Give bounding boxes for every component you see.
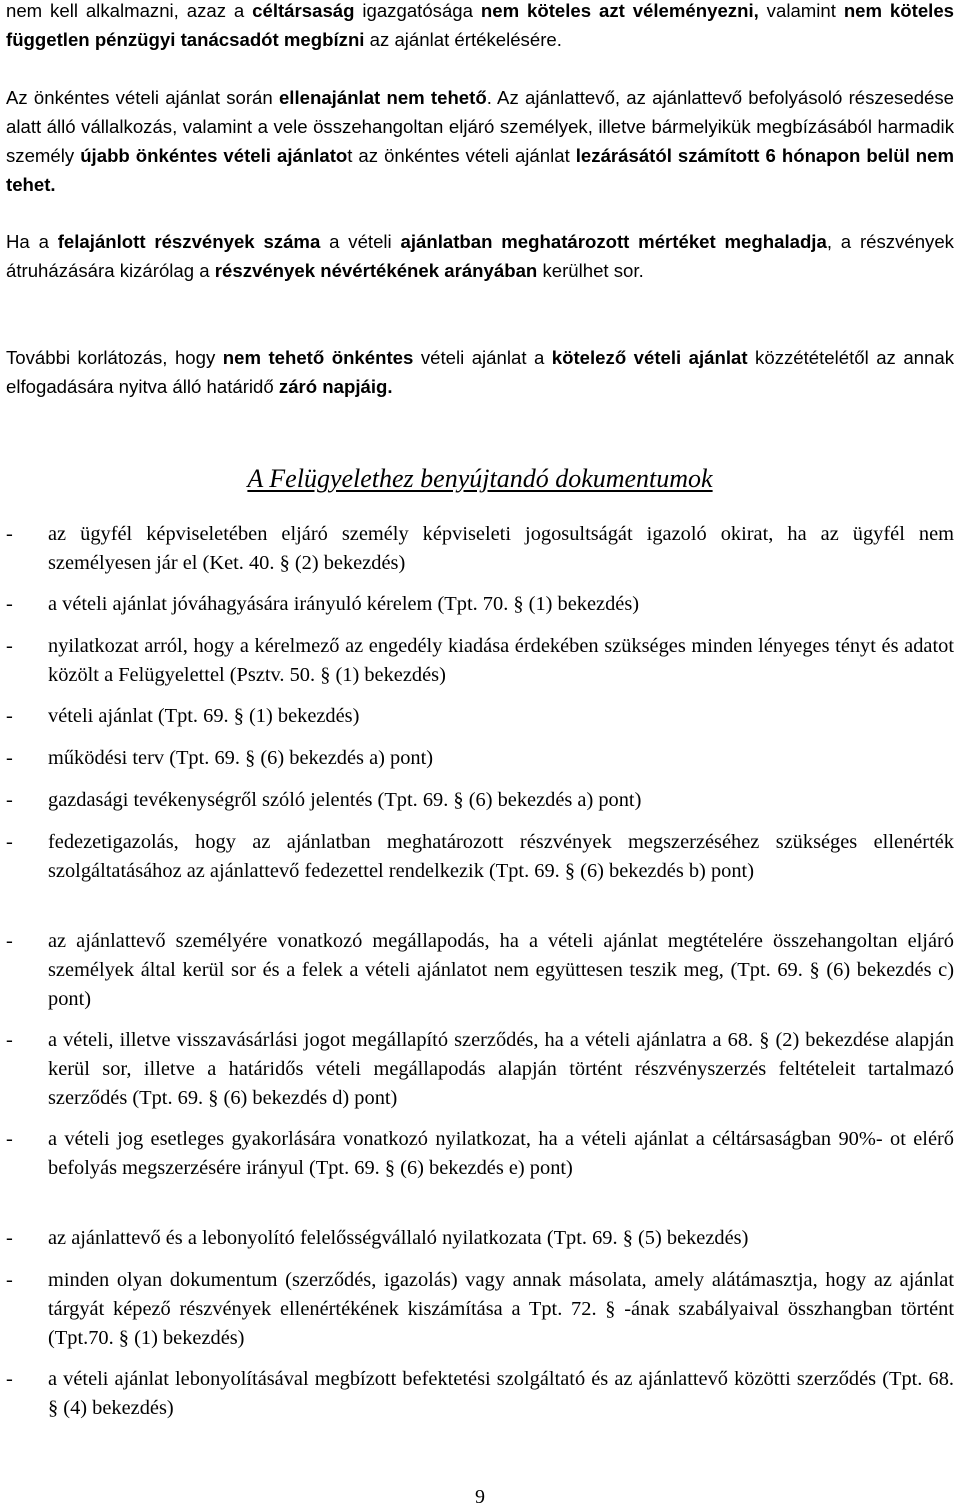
list-item-text: minden olyan dokumentum (szerződés, igazolás) vagy annak másolata, amely alátámasztja, hogy az ajánlat tárgyát képező részvények ellenértékének kiszámítása a Tpt. 72. § -ának szabályaival összhangban történt (Tpt.70. § (1) bekezdés)	[48, 1269, 954, 1349]
page-number: 9	[475, 1486, 485, 1508]
p3-run-1: felajánlott részvények száma	[57, 231, 321, 252]
list-item-text: gazdasági tevékenységről szóló jelentés (Tpt. 69. § (6) bekezdés a) pont)	[48, 789, 642, 811]
list-dash: -	[6, 747, 13, 769]
list-item-text: a vételi jog esetleges gyakorlására vonatkozó nyilatkozat, ha a vételi ajánlat a céltársaságban 90%- ot elérő befolyás megszerzésére irányul (Tpt. 69. § (6) bekezdés e) pont)	[48, 1128, 954, 1179]
list-item-text: nyilatkozat arról, hogy a kérelmező az engedély kiadása érdekében szükséges minden lényeges tényt és adatot közölt a Felügyelettel (Psztv. 50. § (1) bekezdés)	[48, 635, 954, 686]
list-item	[6, 590, 954, 619]
list-dash: -	[6, 1368, 13, 1390]
list-item	[6, 744, 954, 773]
p1-run-2: igazgatósága	[354, 0, 481, 21]
p4-run-5: záró napjáig.	[278, 376, 393, 397]
list-item	[6, 828, 954, 886]
list-item	[6, 1365, 954, 1423]
list-dash: -	[6, 930, 13, 952]
p3-run-5: részvények névértékének arányában	[214, 260, 538, 281]
list-item-text: fedezetigazolás, hogy az ajánlatban meghatározott részvények megszerzéséhez szükséges ellenérték szolgáltatásához az ajánlattevő fedezettel rendelkezik (Tpt. 69. § (6) bekezdés b) pont)	[48, 831, 954, 882]
paragraph-3	[6, 227, 954, 285]
p3-run-6: kerülhet sor.	[537, 260, 644, 281]
p2-run-1: ellenajánlat nem tehető	[278, 87, 487, 108]
paragraph-2	[6, 83, 954, 199]
p3-run-4: , a részvények átruházására kizárólag a	[6, 231, 954, 281]
list-item	[6, 927, 954, 1014]
p1-run-3: nem köteles azt véleményezni,	[480, 0, 759, 21]
list-item-text: a vételi, illetve visszavásárlási jogot megállapító szerződés, ha a vételi ajánlatra a 68. § (2) bekezdése alapján kerül sor, illetve a határidős vételi megállapodás alapján történt részvényszerzés feltételeit tartalmazó szerződés (Tpt. 69. § (6) bekezdés d) pont)	[48, 1029, 954, 1109]
p3-run-2: a vételi	[320, 231, 401, 252]
p1-run-6: az ajánlat értékelésére.	[364, 29, 562, 50]
list-dash: -	[6, 635, 13, 657]
p1-run-5: nem köteles független pénzügyi tanácsadót megbízni	[6, 0, 955, 50]
list-item	[6, 520, 954, 578]
list-dash: -	[6, 705, 13, 727]
list-item	[6, 632, 954, 690]
list-item	[6, 1026, 954, 1113]
paragraph-4	[6, 343, 954, 401]
p3-run-0: Ha a	[6, 231, 58, 252]
list-item	[6, 1266, 954, 1353]
p2-run-3: újabb önkéntes vételi ajánlato	[80, 145, 348, 166]
list-item	[6, 702, 954, 731]
p4-run-1: nem tehető önkéntes	[222, 347, 414, 368]
list-item-text: az ajánlattevő és a lebonyolító felelősségvállaló nyilatkozata (Tpt. 69. § (5) bekezdés)	[48, 1227, 749, 1249]
section-heading: A Felügyelethez benyújtandó dokumentumok	[247, 464, 713, 493]
list-item-text: az ügyfél képviseletében eljáró személy képviseleti jogosultságát igazoló okirat, ha az ügyfél nem személyesen jár el (Ket. 40. § (2) bekezdés)	[48, 523, 954, 574]
list-dash: -	[6, 593, 13, 615]
p1-run-4: valamint	[758, 0, 844, 21]
p4-run-0: További korlátozás, hogy	[6, 347, 223, 368]
p2-run-4: t az önkéntes vételi ajánlat	[347, 145, 576, 166]
p3-run-3: ajánlatban meghatározott mértéket meghaladja	[400, 231, 827, 252]
list-dash: -	[6, 1128, 13, 1150]
p2-run-5: lezárásától számított 6 hónapon belül nem tehet.	[6, 145, 954, 195]
list-item	[6, 1224, 954, 1253]
list-dash: -	[6, 831, 13, 853]
p2-run-0: Az önkéntes vételi ajánlat során	[6, 87, 279, 108]
list-dash: -	[6, 523, 13, 545]
p4-run-2: vételi ajánlat a	[413, 347, 552, 368]
list-item	[6, 786, 954, 815]
p4-run-3: kötelező vételi ajánlat	[551, 347, 748, 368]
p2-run-2: . Az ajánlattevő, az ajánlattevő befolyásoló részesedése alatt álló vállalkozás, valamint a vele összehangoltan eljáró személyek, illetve bármelyikük megbízásából harmadik személy	[6, 87, 955, 166]
paragraph-1	[6, 0, 954, 54]
p1-run-1: céltársaság	[252, 0, 355, 21]
list-item-text: működési terv (Tpt. 69. § (6) bekezdés a) pont)	[48, 747, 434, 769]
p1-run-0: nem kell alkalmazni, azaz a	[6, 0, 253, 21]
list-dash: -	[6, 789, 13, 811]
list-item-text: a vételi ajánlat jóváhagyására irányuló kérelem (Tpt. 70. § (1) bekezdés)	[48, 593, 640, 615]
list-item-text: az ajánlattevő személyére vonatkozó megállapodás, ha a vételi ajánlat megtételére összehangoltan eljáró személyek által kerül sor és a felek a vételi ajánlatot nem együttesen teszik meg, (Tpt. 69. § (6) bekezdés c) pont)	[48, 930, 954, 1010]
list-item	[6, 1125, 954, 1183]
list-dash: -	[6, 1269, 13, 1291]
list-item-text: vételi ajánlat (Tpt. 69. § (1) bekezdés)	[48, 705, 360, 727]
list-item-text: a vételi ajánlat lebonyolításával megbízott befektetési szolgáltató és az ajánlattevő közötti szerződés (Tpt. 68. § (4) bekezdés)	[48, 1368, 954, 1419]
p4-run-4: közzétételétől az annak elfogadására nyitva álló határidő	[6, 347, 954, 397]
list-dash: -	[6, 1227, 13, 1249]
list-dash: -	[6, 1029, 13, 1051]
